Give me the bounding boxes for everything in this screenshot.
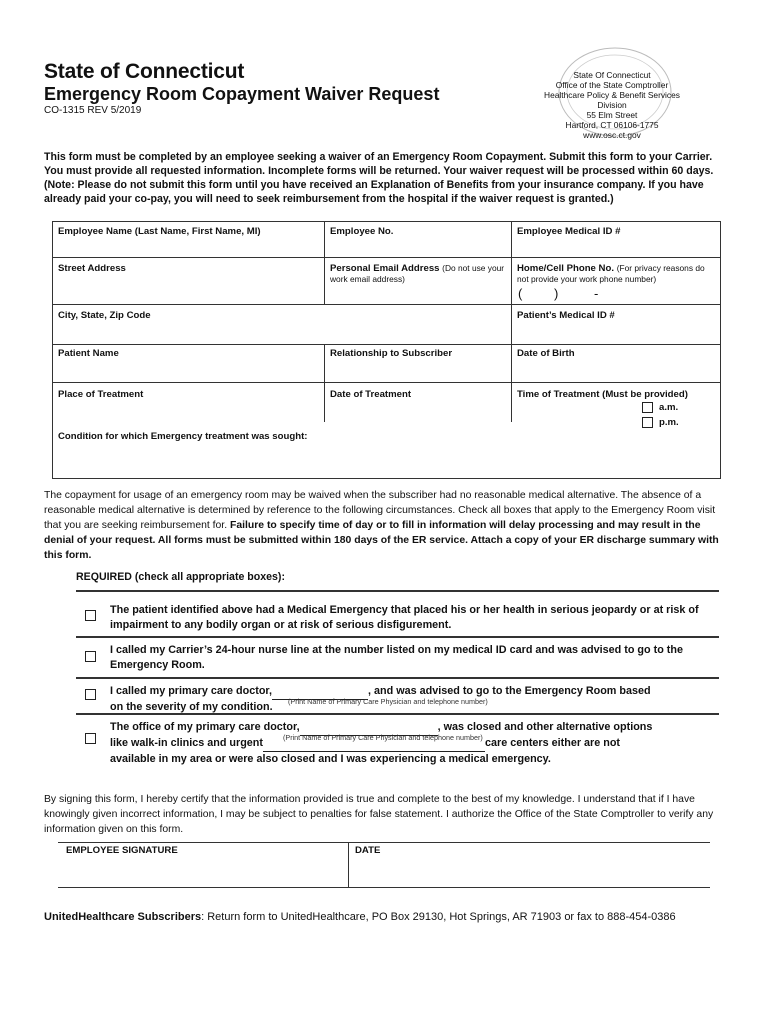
footer-subscribers: UnitedHealthcare Subscribers: [44, 911, 202, 923]
date-of-birth-label: Date of Birth: [517, 348, 575, 359]
waiver-explanation-warning: Failure to specify time of day or to fill in information will delay processing and may result in the denial of your request. All forms must be submitted within 180 days of the ER service. Attach a copy of your ER discharge summary with this form.: [44, 520, 719, 561]
seal-line: Office of the State Comptroller: [555, 80, 669, 90]
relationship-label: Relationship to Subscriber: [330, 348, 453, 359]
place-of-treatment-label: Place of Treatment: [58, 389, 144, 400]
phone-paren-open: (: [518, 286, 523, 301]
option4-part-c: like walk-in clinics and urgent: [110, 737, 263, 749]
option3-part-b: , and was advised to go to the Emergency Room based: [368, 685, 651, 697]
medical-emergency-checkbox[interactable]: [85, 610, 96, 621]
employee-no-label: Employee No.: [330, 226, 394, 237]
footer-address: : Return form to UnitedHealthcare, PO Box 29130, Hot Springs, AR 71903 or fax to 888-454-0386: [201, 911, 676, 923]
certification-statement: By signing this form, I hereby certify that the information provided is true and complete to the best of my knowledge. I understand that if I have knowingly given incorrect information, I may be subject to penalties for false statement. I authorize the Office of the State Comptroller to verify any information given on this form.: [44, 794, 714, 835]
am-label: a.m.: [659, 402, 679, 413]
form-title: Emergency Room Copayment Waiver Request: [44, 84, 440, 104]
page-title: State of Connecticut: [44, 60, 245, 83]
primary-care-advised-checkbox[interactable]: [85, 689, 96, 700]
waiver-explanation-text: The copayment for usage of an emergency room may be waived when the subscriber had no reasonable medical alternative. The absence of a reasonable medical alternative is determined by reference to the following circumstances. Check all boxes that apply to the Emergency Room visit that you are seeking reimbursement for.: [44, 490, 716, 531]
date-label: DATE: [355, 845, 381, 856]
office-closed-checkbox[interactable]: [85, 733, 96, 744]
home-cell-phone-note: (For privacy reasons do not provide your work phone number): [517, 263, 705, 284]
phone-dash: -: [594, 286, 599, 301]
employee-info-form: [52, 221, 721, 479]
personal-email-note: (Do not use your work email address): [330, 263, 505, 284]
option3-part-c: on the severity of my condition.: [110, 701, 273, 713]
personal-email-label: [330, 263, 508, 285]
office-doctor-hint: (Print Name of Primary Care Physician and telephone number): [283, 733, 483, 742]
seal-line: State Of Connecticut: [573, 70, 651, 80]
medical-emergency-option: The patient identified above had a Medical Emergency that placed his or her health in serious jeopardy or at risk of impairment to any bodily organ or at risk of serious disfigurement.: [110, 604, 699, 631]
seal-address: [532, 70, 692, 140]
pm-checkbox[interactable]: [642, 417, 653, 428]
seal-line: Healthcare Policy & Benefit Services Division: [544, 90, 680, 110]
option4-part-b: , was closed and other alternative options: [437, 721, 653, 733]
option4-part-d: care centers either are not: [485, 737, 621, 749]
waiver-explanation: [44, 488, 726, 563]
nurse-line-option: I called my Carrier’s 24-hour nurse line at the number listed on my medical ID card and was advised to go to the Emergency Room.: [110, 644, 683, 671]
time-of-treatment-label: Time of Treatment (Must be provided): [517, 389, 688, 400]
seal-line: www.osc.ct.gov: [583, 130, 641, 140]
home-cell-phone-title: Home/Cell Phone No.: [517, 263, 615, 274]
employee-signature-field[interactable]: [60, 858, 346, 886]
option4-part-a: The office of my primary care doctor,: [110, 721, 300, 733]
employee-medical-id-label: Employee Medical ID #: [517, 226, 621, 237]
intro-instructions: This form must be completed by an employee seeking a waiver of an Emergency Room Copayment. Submit this form to your Carrier. You must provide all requested information. Incomplete forms will be returned. Your waiver request will be processed within 60 days. (Note: Please do not submit this form until you have received an Explanation of Benefits from your insurance company. If you have already paid your co-pay, you will need to seek reimbursement from the hospital if the waiver request is granted.): [44, 151, 714, 205]
employee-signature-label: EMPLOYEE SIGNATURE: [66, 845, 178, 856]
return-instructions: [44, 911, 676, 923]
city-state-zip-label: City, State, Zip Code: [58, 310, 151, 321]
seal-line: Hartford, CT 06106-1775: [565, 120, 659, 130]
pm-label: p.m.: [659, 417, 679, 428]
primary-care-hint: (Print Name of Primary Care Physician and telephone number): [288, 697, 488, 706]
required-heading: REQUIRED (check all appropriate boxes):: [76, 571, 285, 583]
option3-part-a: I called my primary care doctor,: [110, 685, 273, 697]
condition-label: Condition for which Emergency treatment was sought:: [58, 431, 308, 442]
signature-date-field[interactable]: [350, 858, 708, 886]
phone-paren-close: ): [554, 286, 559, 301]
patient-medical-id-label: Patient’s Medical ID #: [517, 310, 615, 321]
nurse-line-checkbox[interactable]: [85, 651, 96, 662]
patient-name-label: Patient Name: [58, 348, 119, 359]
am-checkbox[interactable]: [642, 402, 653, 413]
street-address-label: Street Address: [58, 263, 126, 274]
seal-line: 55 Elm Street: [586, 110, 638, 120]
home-cell-phone-label: [517, 263, 717, 285]
form-number: CO-1315 REV 5/2019: [44, 105, 142, 116]
office-closed-option: [110, 720, 710, 767]
employee-name-label: Employee Name (Last Name, First Name, MI): [58, 226, 261, 237]
date-of-treatment-label: Date of Treatment: [330, 389, 412, 400]
option4-part-e: available in my area or were also closed and I was experiencing a medical emergency.: [110, 753, 551, 765]
personal-email-title: Personal Email Address: [330, 263, 440, 274]
